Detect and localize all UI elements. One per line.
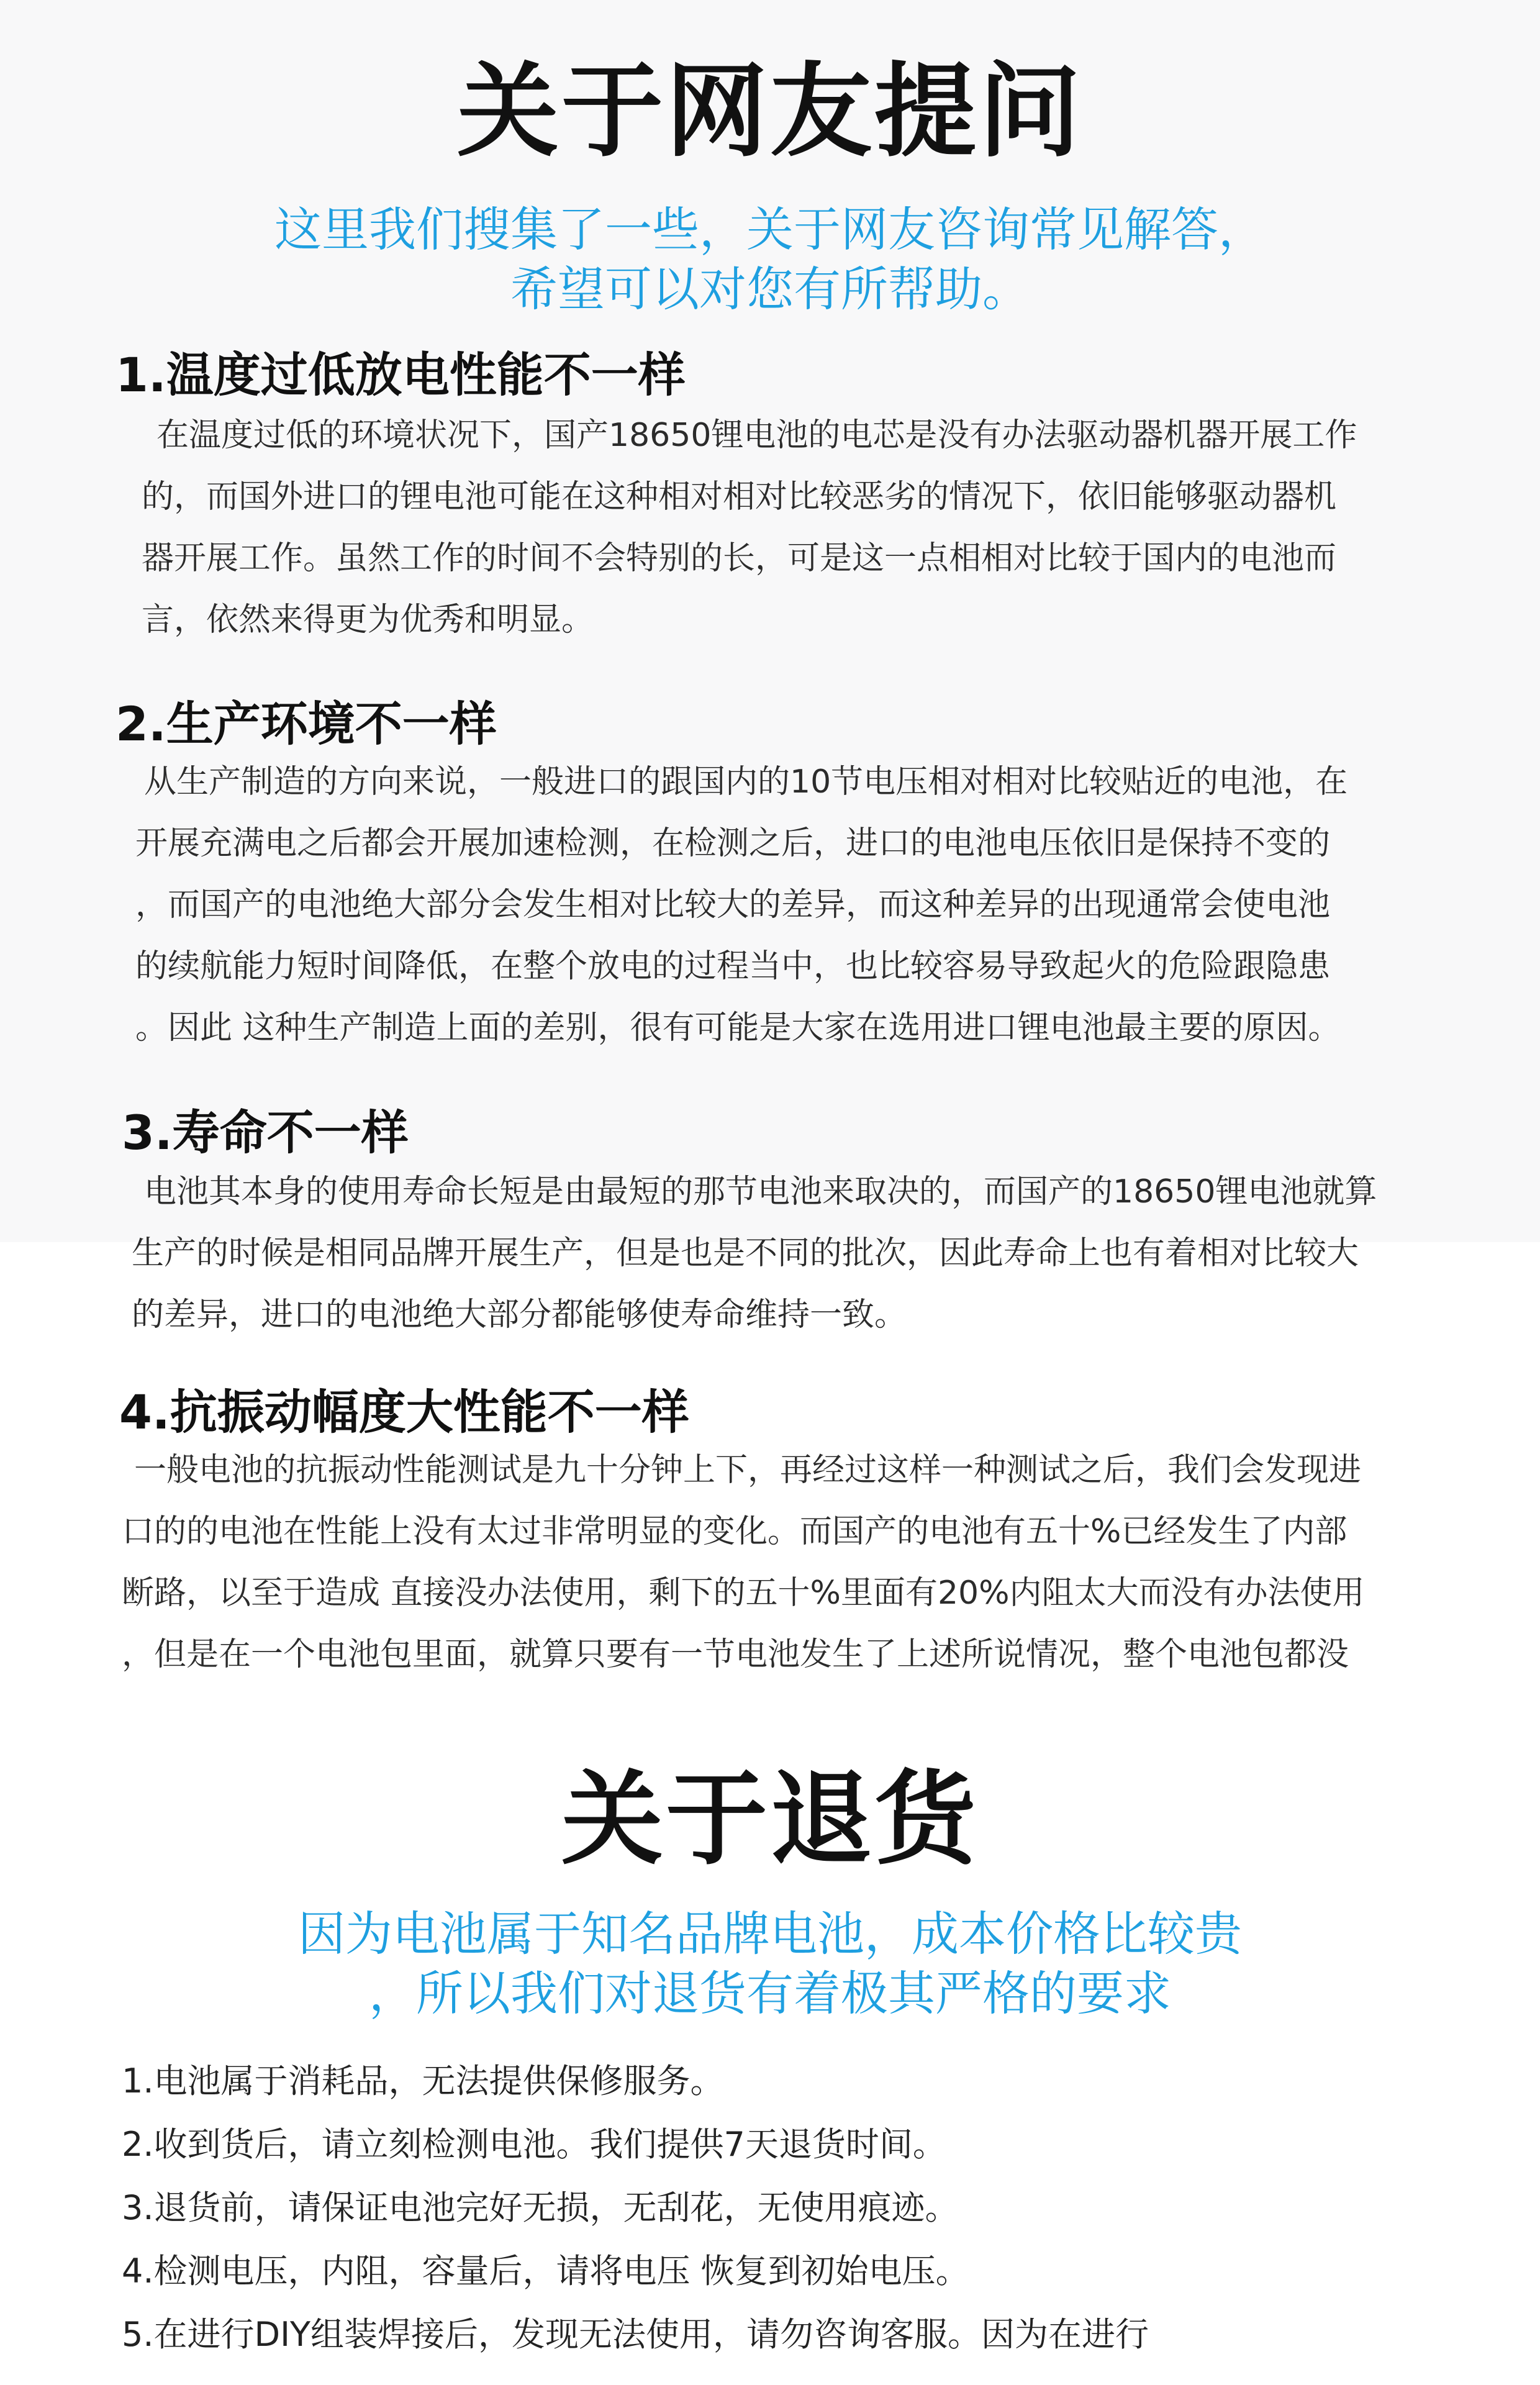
returns-policy-item: 5.在进行DIY组装焊接后，发现无法使用，请勿咨询客服。因为在进行 — [122, 2315, 1149, 2354]
faq-subtitle-line: 这里我们搜集了一些，关于网友咨询常见解答， — [274, 202, 1266, 257]
paragraph-line: 在温度过低的环境状况下，国产18650锂电池的电芯是没有办法驱动器机器开展工作 — [156, 417, 1357, 454]
returns-policy-item: 2.收到货后，请立刻检测电池。我们提供7天退货时间。 — [122, 2125, 946, 2164]
paragraph-line: 断路，以至于造成 直接没办法使用，剩下的五十%里面有20%内阻太大而没有办法使用 — [122, 1574, 1365, 1612]
section-heading: 1.温度过低放电性能不一样 — [116, 347, 686, 402]
paragraph-line: ，而国产的电池绝大部分会发生相对比较大的差异，而这种差异的出现通常会使电池 — [135, 886, 1331, 924]
paragraph-line: 言，依然来得更为优秀和明显。 — [142, 601, 594, 638]
paragraph-line: 电池其本身的使用寿命长短是由最短的那节电池来取决的，而国产的18650锂电池就算 — [144, 1173, 1377, 1211]
paragraph-line: 的续航能力短时间降低，在整个放电的过程当中，也比较容易导致起火的危险跟隐患 — [135, 948, 1331, 985]
paragraph-line: 。因此 这种生产制造上面的差别，很有可能是大家在选用进口锂电池最主要的原因。 — [135, 1009, 1341, 1047]
returns-title: 关于退货 — [561, 1760, 979, 1879]
returns-subtitle-line: 因为电池属于知名品牌电池，成本价格比较贵 — [298, 1906, 1242, 1961]
returns-subtitle — [0, 1904, 1540, 2024]
section-paragraph — [142, 405, 1439, 651]
returns-policy-item: 3.退货前，请保证电池完好无损，无刮花，无使用痕迹。 — [122, 2188, 959, 2227]
paragraph-line: 开展充满电之后都会开展加速检测，在检测之后，进口的电池电压依旧是保持不变的 — [135, 825, 1331, 862]
returns-policy-item: 4.检测电压，内阻，容量后，请将电压 恢复到初始电压。 — [122, 2251, 969, 2291]
faq-subtitle-line: 希望可以对您有所帮助。 — [510, 261, 1030, 317]
paragraph-line: 生产的时候是相同品牌开展生产，但是也是不同的批次，因此寿命上也有着相对比较大 — [132, 1235, 1359, 1272]
returns-policy-item: 1.电池属于消耗品，无法提供保修服务。 — [122, 2061, 724, 2101]
returns-policy-list — [122, 2050, 1488, 2366]
returns-subtitle-line: ，所以我们对退货有着极其严格的要求 — [369, 1966, 1171, 2021]
section-heading: 3.寿命不一样 — [122, 1105, 409, 1160]
paragraph-line: 器开展工作。虽然工作的时间不会特别的长，可是这一点相相对比较于国内的电池而 — [142, 540, 1337, 577]
faq-subtitle — [0, 200, 1540, 319]
paragraph-line: 口的的电池在性能上没有太过非常明显的变化。而国产的电池有五十%已经发生了内部 — [122, 1513, 1348, 1550]
faq-title: 关于网友提问 — [456, 52, 1083, 171]
section-paragraph — [132, 1161, 1429, 1346]
section-paragraph — [122, 1440, 1420, 1686]
paragraph-line: 一般电池的抗振动性能测试是九十分钟上下，再经过这样一种测试之后，我们会发现进 — [134, 1451, 1362, 1489]
section-heading: 2.生产环境不一样 — [116, 696, 497, 752]
section-heading: 4.抗振动幅度大性能不一样 — [119, 1384, 689, 1440]
paragraph-line: 从生产制造的方向来说，一般进口的跟国内的10节电压相对相对比较贴近的电池，在 — [144, 763, 1348, 801]
section-paragraph — [135, 752, 1433, 1059]
paragraph-line: 的，而国外进口的锂电池可能在这种相对相对比较恶劣的情况下，依旧能够驱动器机 — [142, 478, 1337, 516]
paragraph-line: ，但是在一个电池包里面，就算只要有一节电池发生了上述所说情况，整个电池包都没 — [122, 1636, 1349, 1673]
paragraph-line: 的差异，进口的电池绝大部分都能够使寿命维持一致。 — [132, 1296, 907, 1333]
